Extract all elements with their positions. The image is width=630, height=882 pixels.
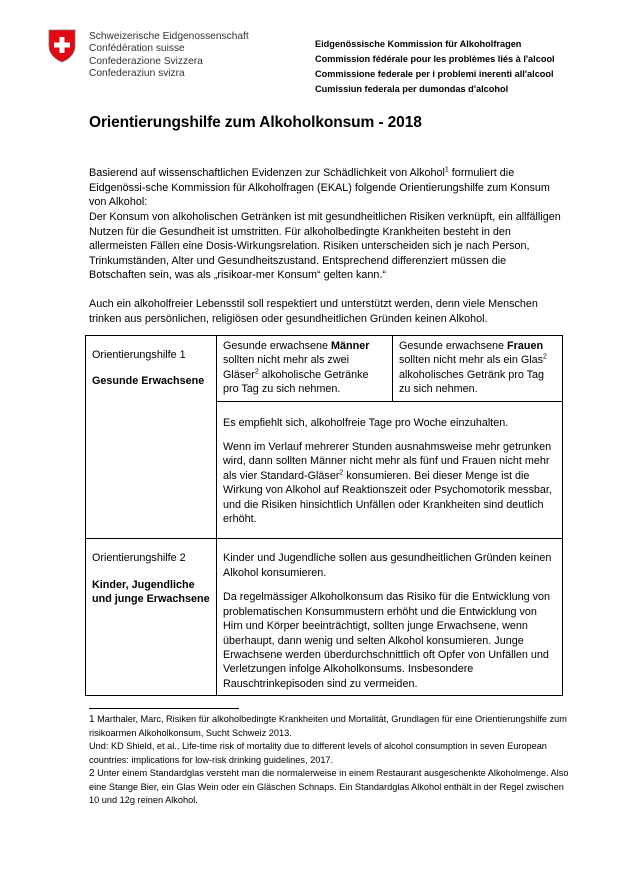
text: alkoholische Getränke pro Tag zu sich nehmen. [223, 368, 369, 396]
guideline-title: Kinder, Jugendliche und junge Erwachsene [92, 578, 210, 606]
footnote-1 [89, 713, 569, 740]
document-title: Orientierungshilfe zum Alkoholkonsum - 2018 [89, 114, 422, 131]
young-adults-note: Da regelmässiger Alkoholkonsum das Risiko für die Entwicklung von problematischen Konsummustern erhöht und die Entwicklung von Hirn und Körper beeinträchtigt, sollten junge Erwachsene, wenn überhaupt, dann wenig und selten Alkohol konsumieren. Junge Erwachsene werden überdurchschnittlich oft Opfer von Unfällen und Verletzungen infolge Alkoholkonsums. Insbesondere Rauschtrinkepisoden sind zu vermeiden. [223, 591, 551, 690]
youth-note: Kinder und Jugendliche sollen aus gesundheitlichen Gründen keinen Alkohol konsumieren. [223, 552, 552, 579]
footnote-mark: 1 [89, 714, 95, 725]
women-cell [393, 336, 563, 402]
footnote-2 [89, 767, 569, 808]
text: alkoholisches Getränk pro Tag zu sich nehmen. [399, 368, 545, 396]
footnote-1-cont: Und: KD Shield, et al., Life-time risk of mortality due to different levels of alcohol consumption in seven European countries: implications for low-risk drinking guidelines, 2017. [89, 741, 547, 765]
dept-line: Confederazione Svizzera [89, 55, 203, 67]
text: sollten nicht mehr als ein Glas [399, 354, 544, 367]
swiss-cross-shield-icon [47, 29, 77, 63]
commission-line: Cumissiun federala per dumondas d'alcohol [315, 84, 509, 94]
text: Marthaler, Marc, Risiken für alkoholbedingte Krankheiten und Mortalität, Grundlagen für eine Orientierungshilfe zum risikoarmen Alkoholkonsum, Sucht Schweiz 2013. [89, 714, 567, 738]
table-row [86, 336, 563, 402]
footnotes [89, 713, 569, 808]
row-label [86, 336, 217, 539]
risk-paragraph: Der Konsum von alkoholischen Getränken ist mit gesundheitlichen Risiken verknüpft, ein allfälligen Nutzen für die Gesundheit ist umstritten. Für alkoholbedingte Krankheiten besteht in den allermeisten Fällen eine Dosis-Wirkungsrelation. Risiken unterscheiden sich je nach Person, Trinkumständen, Alter und Gesundheitszustand. Entsprechend differenziert müssen die Botschaften sein, was als „risikoar-mer Konsum“ gelten kann.“ [89, 211, 561, 281]
text: Gesunde erwachsene [223, 340, 332, 352]
table-row [86, 539, 563, 696]
row-label [86, 539, 217, 696]
dept-line: Schweizerische Eidgenossenschaft [89, 31, 249, 42]
guideline-title: Gesunde Erwachsene [92, 375, 205, 388]
footnote-ref: 2 [543, 353, 547, 361]
guideline-number: Orientierungshilfe 2 [92, 552, 186, 565]
intro-paragraph [89, 166, 564, 210]
text: konsumieren. Bei dieser Menge ist die Wirkung von Alkohol auf Reaktionszeit oder Psychomotorik messbar, und die Risiken hinsichtlich Unfällen oder Krankheiten sind deutlich erhöht. [223, 469, 552, 526]
footnote-ref: 1 [444, 166, 449, 174]
text: Gesunde erwachsene [399, 340, 508, 352]
text: Unter einem Standardglas versteht man die normalerweise in einem Restaurant ausgeschenkte Alkoholmenge. Also eine Stange Bier, ein Glas Wein oder ein Gläschen Schnaps. Ein Standardglas Alkohol enthält in der Regel zwischen 10 und 12g reinen Alkohol. [89, 768, 569, 805]
text: Wenn im Verlauf mehrerer Stunden ausnahmsweise mehr getrunken wird, dann sollten Männer nicht mehr als fünf und Frauen nicht mehr als vier Standard-Gläser [223, 441, 552, 482]
footnote-ref: 2 [339, 469, 344, 477]
federal-department-names [89, 31, 249, 80]
youth-cell [217, 539, 563, 696]
text: sollten nicht mehr als zwei Gläser [223, 354, 350, 381]
guideline-number: Orientierungshilfe 1 [92, 349, 186, 361]
footnote-ref: 2 [254, 368, 259, 376]
commission-line: Commission fédérale pour les problèmes liés à l'alcool [315, 54, 555, 64]
alcohol-free-days-note: Es empfiehlt sich, alkoholfreie Tage pro Woche einzuhalten. [223, 416, 509, 429]
commission-line: Eidgenössische Kommission für Alkoholfragen [315, 39, 522, 49]
lifestyle-paragraph: Auch ein alkoholfreier Lebensstil soll respektiert und unterstützt werden, denn viele Menschen trinken aus persönlichen, religiösen oder gesundheitlichen Gründen keinen Alkohol. [89, 298, 538, 325]
footnote-divider [89, 708, 239, 709]
dept-line: Confederaziun svizra [89, 67, 185, 79]
text: formuliert die Eidgenössi-sche Kommission für Alkoholfragen (EKAL) folgende Orientierungshilfe zum Konsum von Alkohol: [89, 167, 550, 208]
guidelines-table [85, 335, 563, 696]
footnote-mark: 2 [89, 768, 95, 779]
binge-limit-note [223, 440, 556, 526]
commission-line: Commissione federale per i problemi inerenti all'alcool [315, 69, 554, 79]
men-cell [217, 336, 393, 402]
men-emphasis: Männer [331, 340, 370, 352]
commission-names [315, 37, 555, 97]
women-emphasis: Frauen [507, 340, 544, 352]
dept-line: Confédération suisse [89, 43, 185, 55]
text: Basierend auf wissenschaftlichen Evidenzen zur Schädlichkeit von Alkohol [89, 167, 445, 179]
notes-cell [217, 401, 563, 539]
